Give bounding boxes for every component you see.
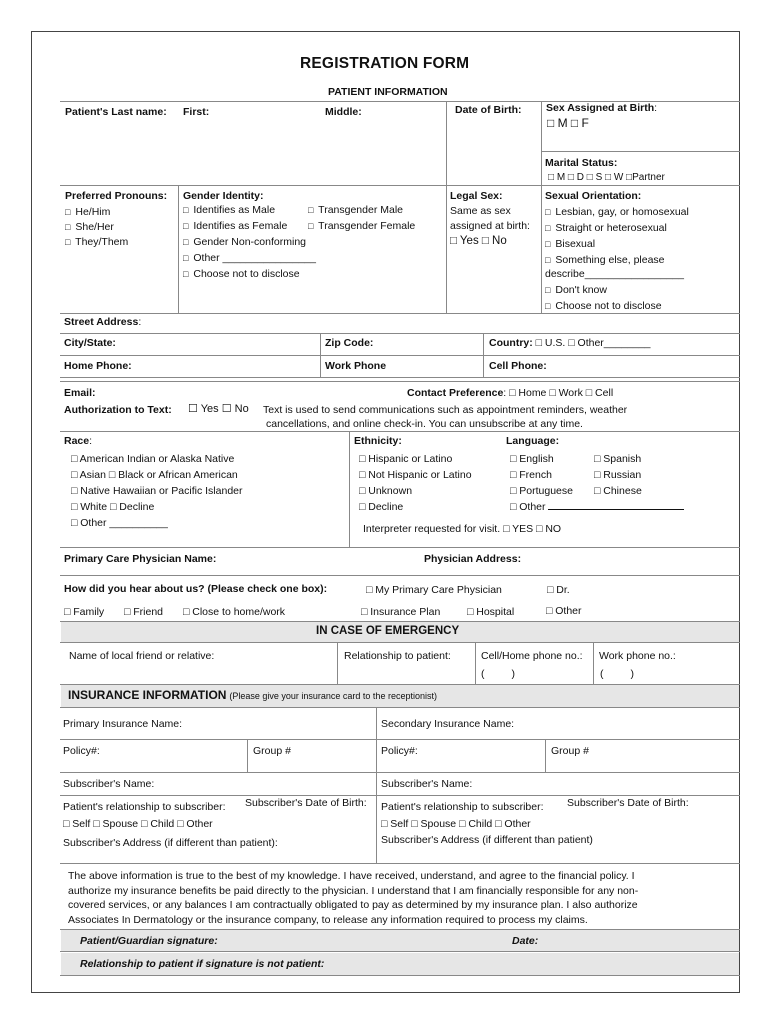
insurance-heading: INSURANCE INFORMATION (Please give your insurance card to the receptionist) — [68, 688, 437, 702]
group-label-primary: Group # — [253, 745, 291, 757]
group-label-secondary: Group # — [551, 745, 589, 757]
subscriber-dob-secondary: Subscriber's Date of Birth: — [567, 797, 689, 809]
agreement-line: Associates In Dermatology or the insurance company, to release any information required to process my claims. — [68, 913, 588, 926]
ethnicity-option[interactable]: □ Decline — [359, 501, 404, 513]
zip-code-label: Zip Code: — [325, 337, 374, 349]
work-phone-label: Work Phone — [325, 360, 387, 372]
relationship-options-secondary[interactable]: □ Self □ Spouse □ Child □ Other — [381, 818, 531, 830]
first-name-label: First: — [183, 106, 210, 118]
relationship-signature-label: Relationship to patient if signature is not patient: — [80, 958, 325, 970]
subscriber-name-primary: Subscriber's Name: — [63, 778, 155, 790]
hear-option-hospital[interactable]: □ Hospital — [467, 606, 515, 618]
agreement-line: covered services, or any balances I am contractually obligated to pay as determined by my insurance plan. I also authorize — [68, 899, 638, 912]
marital-status-label: Marital Status: — [545, 157, 618, 169]
language-option[interactable]: □ English — [510, 453, 554, 465]
physician-address-label: Physician Address: — [424, 553, 522, 565]
sexual-orientation-label: Sexual Orientation: — [545, 190, 642, 202]
pronoun-option[interactable]: □ They/Them — [65, 236, 129, 248]
race-option[interactable]: □ Native Hawaiian or Pacific Islander — [71, 485, 243, 497]
emergency-friend-label: Name of local friend or relative: — [69, 650, 215, 662]
orientation-option[interactable]: □ Lesbian, gay, or homosexual — [545, 206, 689, 218]
pronouns-options — [65, 204, 128, 250]
sex-assigned-label: Sex Assigned at Birth: — [546, 102, 658, 114]
ethnicity-label: Ethnicity: — [354, 435, 402, 447]
interpreter-request[interactable]: Interpreter requested for visit. □ YES □ NO — [363, 523, 562, 535]
orientation-option[interactable]: □ Don't know — [545, 284, 607, 296]
gender-option[interactable]: □ Transgender Male — [308, 204, 403, 216]
orientation-option[interactable]: □ Choose not to disclose — [545, 300, 662, 312]
language-option-other[interactable]: □ Other — [510, 499, 684, 515]
orientation-option[interactable]: □ Something else, please — [545, 254, 665, 266]
city-state-label: City/State: — [64, 337, 116, 349]
language-option[interactable]: □ Chinese — [594, 485, 642, 497]
race-options — [71, 451, 243, 531]
gender-option[interactable]: □ Transgender Female — [308, 220, 416, 232]
language-option[interactable]: □ Portuguese — [510, 485, 573, 497]
orientation-option[interactable]: □ Bisexual — [545, 238, 596, 250]
emergency-work-paren: ( ) — [600, 668, 634, 680]
dob-label: Date of Birth: — [455, 104, 522, 116]
language-option[interactable]: □ Russian — [594, 469, 642, 481]
secondary-insurance-label: Secondary Insurance Name: — [381, 718, 515, 730]
patient-info-heading: PATIENT INFORMATION — [328, 86, 448, 98]
hear-option-family[interactable]: □ Family — [64, 606, 105, 618]
race-option[interactable]: □ Asian □ Black or African American — [71, 469, 238, 481]
language-options-right — [594, 451, 642, 499]
gender-options — [183, 202, 316, 282]
gender-identity-label: Gender Identity: — [183, 190, 264, 202]
orientation-option[interactable]: □ Straight or heterosexual — [545, 222, 667, 234]
sexual-orientation-options — [545, 204, 689, 314]
hear-option-dr[interactable]: □ Dr. — [547, 584, 570, 596]
language-label: Language: — [506, 435, 560, 447]
emergency-cell-paren: ( ) — [481, 668, 515, 680]
ethnicity-option[interactable]: □ Not Hispanic or Latino — [359, 469, 472, 481]
gender-options-transgender — [308, 202, 415, 234]
race-label: Race: — [64, 435, 93, 447]
street-address-label: Street Address: — [64, 316, 142, 328]
middle-name-label: Middle: — [325, 106, 362, 118]
hear-option-friend[interactable]: □ Friend — [124, 606, 164, 618]
policy-label-primary: Policy#: — [63, 745, 100, 757]
policy-label-secondary: Policy#: — [381, 745, 418, 757]
hear-option-close[interactable]: □ Close to home/work — [183, 606, 286, 618]
legal-sex-text-2: assigned at birth: — [450, 220, 530, 232]
last-name-label: Patient's Last name: — [65, 106, 167, 118]
marital-status-options[interactable]: □ M □ D □ S □ W □Partner — [548, 172, 665, 183]
authorization-note-1: Text is used to send communications such as appointment reminders, weather — [263, 404, 628, 416]
hear-option-other[interactable]: □ Other — [546, 605, 582, 617]
gender-option[interactable]: □ Identifies as Male — [183, 204, 276, 216]
ethnicity-option[interactable]: □ Hispanic or Latino — [359, 453, 453, 465]
agreement-line: The above information is true to the best of my knowledge. I have received, understand, and agree to the financial policy. I — [68, 870, 635, 882]
hear-about-label: How did you hear about us? (Please check one box): — [64, 583, 328, 595]
gender-option[interactable]: □ Choose not to disclose — [183, 268, 300, 280]
authorization-text-label: Authorization to Text: — [64, 404, 172, 416]
race-option[interactable]: □ American Indian or Alaska Native — [71, 453, 235, 465]
subscriber-address-secondary: Subscriber's Address (if different than patient) — [381, 834, 593, 846]
ethnicity-options — [359, 451, 472, 515]
pronoun-option[interactable]: □ She/Her — [65, 221, 114, 233]
authorization-options[interactable]: ☐ Yes ☐ No — [188, 403, 249, 415]
legal-sex-options[interactable]: □ Yes □ No — [450, 235, 507, 247]
pcp-name-label: Primary Care Physician Name: — [64, 553, 217, 565]
hear-option-insurance[interactable]: □ Insurance Plan — [361, 606, 441, 618]
country-field[interactable]: Country: □ U.S. □ Other________ — [489, 337, 651, 349]
subscriber-address-primary: Subscriber's Address (if different than patient): — [63, 837, 278, 849]
legal-sex-label: Legal Sex: — [450, 190, 503, 202]
subscriber-dob-primary: Subscriber's Date of Birth: — [245, 797, 367, 809]
ethnicity-option[interactable]: □ Unknown — [359, 485, 413, 497]
legal-sex-text-1: Same as sex — [450, 205, 511, 217]
authorization-note-2: cancellations, and online check-in. You can unsubscribe at any time. — [266, 418, 583, 430]
pronouns-label: Preferred Pronouns: — [65, 190, 168, 202]
cell-phone-label: Cell Phone: — [489, 360, 547, 372]
emergency-cell-label: Cell/Home phone no.: — [481, 650, 583, 662]
orientation-describe[interactable]: describe_________________ — [545, 268, 684, 280]
gender-option[interactable]: □ Other ________________ — [183, 252, 316, 264]
agreement-line: authorize my insurance benefits be paid directly to the physician. I understand that I am financially responsible for any non- — [68, 884, 639, 897]
relationship-options-primary[interactable]: □ Self □ Spouse □ Child □ Other — [63, 818, 213, 830]
subscriber-relationship-primary: Patient's relationship to subscriber: — [63, 801, 226, 813]
race-option[interactable]: □ Other __________ — [71, 517, 168, 529]
emergency-heading: IN CASE OF EMERGENCY — [316, 625, 460, 637]
emergency-work-label: Work phone no.: — [599, 650, 676, 662]
gender-option[interactable]: □ Gender Non-conforming — [183, 236, 306, 248]
contact-preference[interactable]: Contact Preference: □ Home □ Work □ Cell — [407, 387, 614, 399]
signature-label: Patient/Guardian signature: — [80, 935, 218, 947]
pronoun-option[interactable]: □ He/Him — [65, 206, 111, 218]
home-phone-label: Home Phone: — [64, 360, 132, 372]
form-title: REGISTRATION FORM — [300, 55, 470, 72]
emergency-relationship-label: Relationship to patient: — [344, 650, 451, 662]
subscriber-name-secondary: Subscriber's Name: — [381, 778, 473, 790]
subscriber-relationship-secondary: Patient's relationship to subscriber: — [381, 801, 544, 813]
sex-options[interactable]: □ M □ F — [547, 116, 589, 130]
gender-option[interactable]: □ Identifies as Female — [183, 220, 288, 232]
date-label: Date: — [512, 935, 539, 947]
hear-option-pcp[interactable]: □ My Primary Care Physician — [366, 584, 502, 596]
email-label: Email: — [64, 387, 96, 399]
language-option[interactable]: □ Spanish — [594, 453, 642, 465]
language-option[interactable]: □ French — [510, 469, 552, 481]
agreement-text — [68, 869, 638, 927]
race-option[interactable]: □ White □ Decline — [71, 501, 155, 513]
primary-insurance-label: Primary Insurance Name: — [63, 718, 183, 730]
